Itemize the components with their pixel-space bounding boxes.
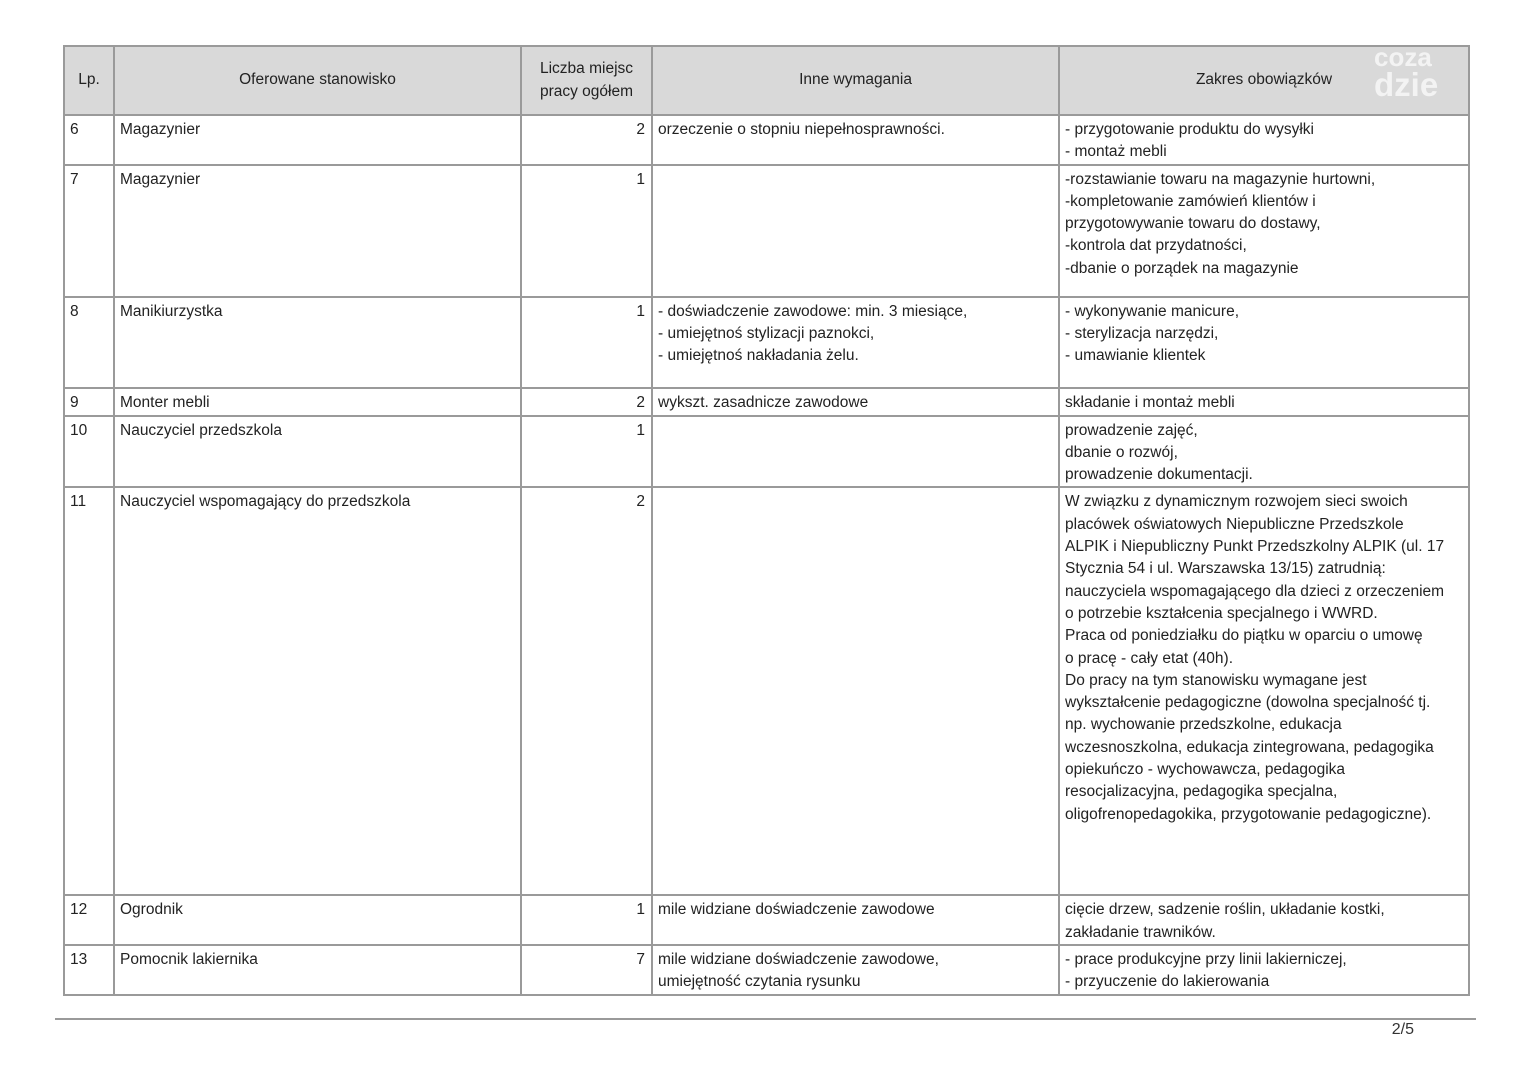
page-number: 2/5 (1391, 1021, 1414, 1038)
cell-lp: 8 (64, 297, 114, 388)
header-position: Oferowane stanowisko (114, 46, 521, 115)
cell-lp: 11 (64, 487, 114, 895)
table-row (64, 388, 1469, 416)
cell-count: 1 (521, 895, 652, 945)
cell-duties: W związku z dynamicznym rozwojem sieci swoich placówek oświatowych Niepubliczne Przedszkole ALPIK i Niepubliczny Punkt Przedszkolny ALPIK (ul. 17 Stycznia 54 i ul. Warszawska 13/15) zatrudnią: nauczyciela wspomagającego dla dzieci z orzeczeniem o potrzebie kształcenia specjalnego i WWRD. Praca od poniedziałku do piątku w oparciu o umowę o pracę - cały etat (40h). Do pracy na tym stanowisku wymagane jest wykształcenie pedagogiczne (dowolna specjalność tj. np. wychowanie przedszkolne, edukacja wczesnoszkolna, edukacja zintegrowana, pedagogika opiekuńczo - wychowawcza, pedagogika resocjalizacyjna, pedagogika specjalna, oligofrenopedagokika, przygotowanie pedagogiczne). (1059, 487, 1469, 895)
cell-duties: - wykonywanie manicure, - sterylizacja narzędzi, - umawianie klientek (1059, 297, 1469, 388)
cell-count: 1 (521, 165, 652, 297)
cell-count: 1 (521, 416, 652, 488)
table-header-row (64, 46, 1469, 115)
cell-position: Nauczyciel wspomagający do przedszkola (114, 487, 521, 895)
cell-position: Monter mebli (114, 388, 521, 416)
cell-duties: - prace produkcyjne przy linii lakierniczej, - przyuczenie do lakierowania (1059, 945, 1469, 995)
cell-lp: 6 (64, 115, 114, 165)
cell-position: Magazynier (114, 165, 521, 297)
cell-duties: składanie i montaż mebli (1059, 388, 1469, 416)
cell-position: Nauczyciel przedszkola (114, 416, 521, 488)
cell-position: Ogrodnik (114, 895, 521, 945)
header-count: Liczba miejsc pracy ogółem (521, 46, 652, 115)
job-offers-table-container (63, 45, 1468, 996)
table-row (64, 895, 1469, 945)
watermark-line-1: coza (1374, 44, 1432, 72)
cell-position: Magazynier (114, 115, 521, 165)
table-row (64, 945, 1469, 995)
cell-position: Pomocnik lakiernika (114, 945, 521, 995)
table-row (64, 416, 1469, 488)
cell-requirements (652, 416, 1059, 488)
cell-lp: 12 (64, 895, 114, 945)
job-offers-table (63, 45, 1470, 996)
cell-count: 7 (521, 945, 652, 995)
cell-count: 2 (521, 115, 652, 165)
table-row (64, 487, 1469, 895)
table-row (64, 297, 1469, 388)
cell-duties: prowadzenie zajęć, dbanie o rozwój, prowadzenie dokumentacji. (1059, 416, 1469, 488)
cell-lp: 13 (64, 945, 114, 995)
cell-requirements: wykszt. zasadnicze zawodowe (652, 388, 1059, 416)
cell-count: 1 (521, 297, 652, 388)
cell-requirements: mile widziane doświadczenie zawodowe (652, 895, 1059, 945)
cell-lp: 9 (64, 388, 114, 416)
cell-requirements: - doświadczenie zawodowe: min. 3 miesiące, - umiejętnoś stylizacji paznokci, - umiejętnoś nakładania żelu. (652, 297, 1059, 388)
cell-duties: -rozstawianie towaru na magazynie hurtowni, -kompletowanie zamówień klientów i przygotowywanie towaru do dostawy, -kontrola dat przydatności, -dbanie o porządek na magazynie (1059, 165, 1469, 297)
header-lp: Lp. (64, 46, 114, 115)
table-row (64, 115, 1469, 165)
table-row (64, 165, 1469, 297)
cell-requirements (652, 165, 1059, 297)
cell-duties: - przygotowanie produktu do wysyłki - montaż mebli (1059, 115, 1469, 165)
cell-lp: 10 (64, 416, 114, 488)
cell-requirements (652, 487, 1059, 895)
header-requirements: Inne wymagania (652, 46, 1059, 115)
cell-count: 2 (521, 487, 652, 895)
watermark-line-2: dzie (1374, 66, 1439, 103)
cell-position: Manikiurzystka (114, 297, 521, 388)
footer-divider (55, 1018, 1476, 1020)
cell-lp: 7 (64, 165, 114, 297)
header-duties: Zakres obowiązków (1059, 46, 1469, 115)
cell-requirements: mile widziane doświadczenie zawodowe, umiejętność czytania rysunku (652, 945, 1059, 995)
cell-requirements: orzeczenie o stopniu niepełnosprawności. (652, 115, 1059, 165)
cell-count: 2 (521, 388, 652, 416)
cell-duties: cięcie drzew, sadzenie roślin, układanie kostki, zakładanie trawników. (1059, 895, 1469, 945)
